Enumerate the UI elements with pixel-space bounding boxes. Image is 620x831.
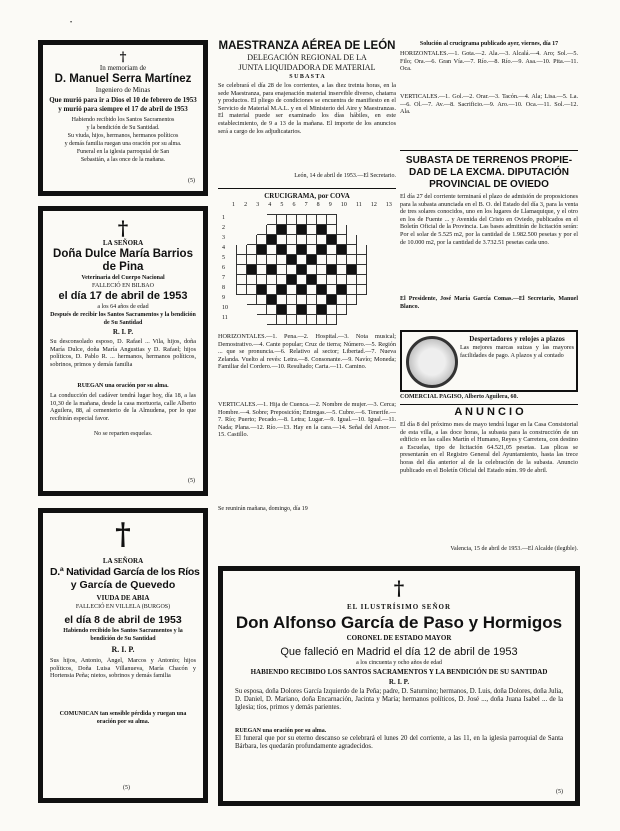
crossword-cell [257,215,267,225]
crossword-cell [257,305,267,315]
crossword-black-cell [337,245,347,255]
crossword-grid [236,214,367,325]
crossword-col-number: 2 [244,202,248,208]
crossword-row-number: 6 [222,265,225,271]
crossword-cell [237,255,247,265]
crossword-black-cell [297,245,307,255]
crossword-cell [337,265,347,275]
notice3-family: Sus hijos, Antonio, Ángel, Marcos y Antonio; hijos políticos, Doña Luisa Villanueva, María Chacón y Hortensia Peña; nietos, sobrinos y demás familia [50,657,196,680]
anuncio-title: A N U N C I O [454,406,524,418]
crossword-black-cell [317,305,327,315]
crossword-cell [277,215,287,225]
crossword-row-number: 7 [222,275,225,281]
notice4-sacraments: HABIENDO RECIBIDO LOS SANTOS SACRAMENTOS Y LA BENDICIÓN DE SU SANTIDAD [250,668,548,676]
cross-icon: † [393,576,405,600]
watch-ad [400,330,578,392]
solucion-title: Solución al crucigrama publicado ayer, viernes, día 17 [419,41,559,47]
crossword-cell [327,215,337,225]
crossword-cell [247,285,257,295]
notice2-heading: LA SEÑORA [102,239,144,247]
crossword-col-number: 9 [328,202,332,208]
crossword-cell [267,225,277,235]
crossword-cell [287,225,297,235]
cross-icon: † [117,216,129,240]
crossword-cell [247,275,257,285]
crossword-cell [357,255,367,265]
crossword-cell [347,225,357,235]
crossword-black-cell [297,225,307,235]
crossword-cell [337,315,347,325]
notice4-funeral: El funeral que por su eterno descanso se celebrará el lunes 20 del corriente, a las 11, en la iglesia parroquial de Santa Bárbara, les quedarán profundamente agradecidos. [235,735,563,750]
crossword-cell [347,215,357,225]
crossword-cell [297,315,307,325]
crossword-row [237,305,367,315]
notice1-body-line: Su viuda, hijos, hermanos, hermanos políticos [67,133,179,139]
crossword-cell [257,265,267,275]
crossword-cell [347,245,357,255]
notice4-date: Que falleció en Madrid el día 12 de abril de 1953 [280,646,518,658]
crossword-col-number: 12 [370,202,377,208]
crossword-row-number: 11 [222,315,228,321]
notice4-rip: R. I. P. [388,678,410,686]
notice2-subtitle: Veterinaria del Cuerpo Nacional [81,275,165,281]
solucion-verticales: VERTICALES.—1. Gol.—2. Orar.—3. Tacón.—4. Ala; Lisa.—5. La.—6. Ol.—7. Av.—8. Sacrificio.—9. Aro.—10. Oca.—11. Sol.—12. Ala. [400,93,578,116]
crossword-col-number: 7 [304,202,308,208]
crossword-cell [297,235,307,245]
crossword-cell [287,305,297,315]
crossword-black-cell [277,305,287,315]
crossword-cell [347,305,357,315]
notice2-sacraments: Después de recibir los Santos Sacramentos y la bendición de Su Santidad [50,312,196,326]
crossword-cell [347,285,357,295]
crossword-cell [277,235,287,245]
crossword-row-number: 2 [222,225,225,231]
maestranza-title: MAESTRANZA AÉREA DE LEÓN [218,40,396,52]
crossword-cell [307,235,317,245]
crossword-cell [287,215,297,225]
subasta-body: El día 27 del corriente terminará el plazo de admisión de proposiciones para la subasta anunciada en el B. O. del Estado del día 3, para la venta de tres solares conocidos, uno en los lugares de Llamaquique, y el otro en los de Fuente ... y Avenida del Cristo en Oviedo, publicados en el Boletín Oficial de la Provincia. Las bases admitirán de licitación serán: Por el solar de 5.525 m2, por la cantidad de 1.982.500 pesetas y por el de 10.000 m2, por la cantidad de 3.732.51 pesetas cada uno. [400,193,578,246]
watch-ad-title: Despertadores y relojes a plazos [469,335,565,343]
crossword-black-cell [277,245,287,255]
maestranza-notice [218,40,396,180]
crossword-footer: Se reunirán mañana, domingo, día 19 [218,506,308,512]
crossword-cell [307,245,317,255]
crossword-cell [337,275,347,285]
maestranza-sub-1: DELEGACIÓN REGIONAL DE LA [247,53,367,62]
notice2-age: a los 64 años de edad [97,304,149,310]
crossword-cell [297,215,307,225]
crossword-cell [267,315,277,325]
crossword-cell [277,315,287,325]
subasta-title-1: SUBASTA DE TERRENOS PROPIE- [405,155,573,166]
crossword-cell [267,305,277,315]
notice2-ref: (5) [188,478,195,484]
notice2-name-1: Doña Dulce María Barrios [53,248,193,260]
obituary-notice-barrios [38,206,208,496]
crossword-row-number: 8 [222,285,225,291]
maestranza-body: Se celebrará el día 28 de los corrientes, a las diez treinta horas, en la sede Maestranza, para enajenación material inservible diverso, chatarra y productos. El pliego de condiciones se encuentra de manifiesto en el Servicio de Material M.A.L. y en el Ministerio del Aire y Maestranzas. El material puede ser examinado los días hábiles, en este establecimiento, de 9 a 13 de la mañana. El importe de los anuncios será a cargo de los adjudicatarios. [218,82,396,135]
crossword-cell [337,295,347,305]
notice2-name-2: de Pina [102,261,144,273]
crossword-cell [327,225,337,235]
notice1-title: Ingeniero de Minas [95,86,151,94]
crossword-cell [237,245,247,255]
crossword-row-number: 3 [222,235,225,241]
crossword-row-number: 1 [222,215,225,221]
notice2-rip: R. I. P. [112,328,134,336]
crossword-row [237,275,367,285]
crossword-row-number: 9 [222,295,225,301]
watch-ad-body: Las mejores marcas suizas y las mayores facilidades de pago. A plazos y al contado [460,344,574,359]
crossword-black-cell [277,225,287,235]
crossword-cell [257,235,267,245]
anuncio-notice [400,406,578,553]
crossword-col-number: 6 [292,202,296,208]
crossword-cell [247,225,257,235]
notice2-date: el día 17 de abril de 1953 [58,290,188,302]
notice4-ref: (5) [556,789,563,795]
divider [400,150,578,151]
crossword-cell [297,275,307,285]
crossword-cell [307,225,317,235]
anuncio-signoff: Valencia, 15 de abril de 1953.—El Alcalde (ilegible). [450,546,578,552]
crossword-row [237,255,367,265]
crossword-cell [357,265,367,275]
crossword [218,192,396,513]
subasta-title-2: DAD DE LA EXCMA. DIPUTACIÓN [409,167,569,178]
crossword-black-cell [317,285,327,295]
notice3-name-2: y García de Quevedo [70,579,176,591]
crossword-cell [357,245,367,255]
crossword-cell [287,265,297,275]
crossword-cell [357,225,367,235]
notice2-closing: No se reparten esquelas. [93,431,153,437]
crossword-cell [247,235,257,245]
crossword-cell [237,235,247,245]
crossword-cell [237,225,247,235]
crossword-cell [237,215,247,225]
crossword-cell [277,295,287,305]
crossword-cell [357,235,367,245]
crossword-row [237,265,367,275]
crossword-cell [277,265,287,275]
crossword-col-number: 3 [256,202,260,208]
subasta-signoff: El Presidente, José María García Comas.—El Secretario, Manuel Blanco. [400,296,578,310]
crossword-column-numbers [232,201,392,209]
crossword-cell [357,305,367,315]
crossword-cell [287,295,297,305]
notice1-body-line: Funeral en la iglesia parroquial de San [76,149,170,155]
crossword-cell [247,245,257,255]
crossword-row [237,285,367,295]
notice3-place: FALLECIÓ EN VILLELA (BURGOS) [75,604,171,610]
crossword-black-cell [347,265,357,275]
crossword-cell [337,225,347,235]
crossword-cell [267,245,277,255]
crossword-cell [267,275,277,285]
crossword-row [237,225,367,235]
maestranza-signoff: León, 14 de abril de 1953.—El Secretario. [294,173,396,179]
cross-icon: † [115,517,131,552]
crossword-cell [287,315,297,325]
crossword-cell [327,255,337,265]
crossword-cell [327,245,337,255]
obituary-notice-garcia-rios [38,508,208,803]
notice4-heading: EL ILUSTRÍSIMO SEÑOR [346,603,452,611]
crossword-cell [247,255,257,265]
anuncio-body: El día 8 del próximo mes de mayo tendrá lugar en la Casa Consistorial de esta villa, a las doce horas, la subasta para la construcción de un edificio en las calles Martín el Humano, Reyes y Carretera, con destino a Escuelas, tipo de licitación 64.521,05 pesetas. Las plicas se presentarán en el Registro General del Ayuntamiento, hasta las trece horas del día anterior al de la celebración de la subasta. Anuncio publicado en el Boletín Oficial del Estado núm. 99 de abril. [400,421,578,474]
notice3-rip: R. I. P. [111,645,135,654]
crossword-cell [277,255,287,265]
crossword-black-cell [247,265,257,275]
notice1-ref: (5) [188,178,195,184]
notice3-date: el día 8 de abril de 1953 [64,614,182,626]
crossword-black-cell [297,305,307,315]
notice3-sacraments: Habiendo recibido los Santos Sacramentos y la bendición de Su Santidad [63,628,183,642]
obituary-notice-garcia-paso [218,566,580,806]
crossword-cell [237,315,247,325]
crossword-cell [317,265,327,275]
crossword-cell [287,235,297,245]
solucion-crucigrama [400,40,578,141]
crossword-verticales: VERTICALES.—1. Hija de Cuenca.—2. Nombre de mujer.—3. Cerca; Hombre.—4. Sobre; Preposición; Entregas.—5. Cubre.—6. Tenerife.—7. Río; Puerto; Pecado.—8. Letra; Lugar.—9. Igual.—10. Igual.—11. Nada; Plana.—12. Río.—13. Hay en la cara.—14. Señal del Amor.—15. Castillo. [218,401,396,439]
crossword-cell [267,215,277,225]
crossword-black-cell [267,265,277,275]
maestranza-sub-2: JUNTA LIQUIDADORA DE MATERIAL [238,63,376,72]
notice3-heading: LA SEÑORA [102,557,144,565]
notice1-body-line: y la bendición de Su Santidad. [86,125,160,131]
crossword-cell [287,245,297,255]
crossword-cell [257,275,267,285]
notice1-body-line: y demás familia ruegan una oración por su alma. [64,141,182,147]
crossword-cell [297,255,307,265]
notice1-body-line: Sebastián, a las once de la mañana. [80,157,166,163]
crossword-black-cell [307,275,317,285]
notice2-place: FALLECIÓ EN BILBAO [92,283,154,289]
crossword-black-cell [327,235,337,245]
crossword-row [237,295,367,305]
crossword-row [237,235,367,245]
crossword-row-numbers [222,213,228,323]
crossword-black-cell [257,245,267,255]
crossword-cell [327,305,337,315]
subasta-title-3: PROVINCIAL DE OVIEDO [429,179,549,190]
notice1-name: D. Manuel Serra Martínez [54,73,192,85]
notice1-died: Que murió para ir a Dios el 10 de febrero de 1953 y murió para siempre el 17 de abril de 1953 [49,96,197,113]
crossword-black-cell [287,275,297,285]
crossword-col-number: 4 [268,202,272,208]
crossword-row-number: 5 [222,255,225,261]
crossword-cell [317,295,327,305]
crossword-row-number: 4 [222,245,225,251]
notice3-ruegan: COMUNICAN tan sensible pérdida y ruegan una oración por su alma. [59,711,187,725]
notice3-viuda: VIUDA DE ABIA [96,594,150,602]
crossword-cell [237,295,247,305]
crossword-cell [237,285,247,295]
notice1-body-line: Habiendo recibido los Santos Sacramentos [71,117,175,123]
solucion-horizontales: HORIZONTALES.—1. Gota.—2. Ala.—3. Alcalá.—4. Aro; Sol.—5. Filo; Ora.—6. Gran Vía.—7. Río.—8. Río.—9. Asa.—10. Pita.—11. Oca. [400,50,578,73]
crossword-col-number: 10 [340,202,347,208]
crossword-cell [247,315,257,325]
crossword-black-cell [317,245,327,255]
crossword-cell [327,315,337,325]
notice4-name: Don Alfonso García de Paso y Hormigos [235,613,563,632]
crossword-col-number: 8 [316,202,320,208]
crossword-cell [357,315,367,325]
notice4-family: Su esposa, doña Dolores García Izquierdo de la Peña; padre, D. Saturnino; hermanos, D. Luis, doña Dolores, doña Julia, D. Daniel, D. Mariano, doña Encarnación, Jacinta y María; hermanos políticos, D. José ..., doña Juana Isabel ... de la Iglesia; tíos, primos y demás parientes. [235,688,563,711]
crossword-cell [337,255,347,265]
crossword-cell [277,275,287,285]
crossword-black-cell [277,285,287,295]
crossword-cell [297,295,307,305]
crossword-black-cell [257,285,267,295]
divider [218,188,396,189]
divider [400,404,578,405]
crossword-cell [317,315,327,325]
crossword-cell [257,225,267,235]
crossword-cell [347,255,357,265]
crossword-horizontales: HORIZONTALES.—1. Pena.—2. Hospital.—3. Nota musical; Demostrativo.—4. Cante popular; Cruz de tierra; Número.—5. Región ... que se pronuncia.—6. Relativo al sector; Libertad.—7. Nueva Zelanda. Vuelto al revés: Letra.—8. Consonante.—9. Navío; Moneda; Familiar del Cordero.—10. Resultado; Carta.—11. Camino. [218,333,396,371]
crossword-row [237,315,367,325]
crossword-black-cell [267,295,277,305]
crossword-black-cell [327,265,337,275]
crossword-title: CRUCIGRAMA, por COVA [264,192,350,200]
crossword-cell [307,215,317,225]
notice4-ruegan: RUEGAN una oración por su alma. [235,728,327,734]
page-mark: • [70,20,73,26]
crossword-cell [307,295,317,305]
subasta-terrenos [400,155,578,311]
crossword-cell [337,305,347,315]
crossword-row-number: 10 [222,305,228,311]
crossword-col-number: 1 [232,202,235,208]
crossword-cell [257,315,267,325]
crossword-cell [257,255,267,265]
maestranza-subasta: S U B A S T A [289,74,325,80]
crossword-cell [287,285,297,295]
obituary-notice-serra [38,40,208,196]
crossword-cell [307,315,317,325]
crossword-black-cell [297,265,307,275]
notice3-ref: (5) [123,785,130,791]
crossword-cell [347,295,357,305]
crossword-cell [317,255,327,265]
crossword-col-number: 11 [355,202,362,208]
crossword-cell [257,295,267,305]
crossword-cell [347,315,357,325]
crossword-cell [247,215,257,225]
crossword-cell [337,215,347,225]
crossword-col-number: 5 [280,202,284,208]
notice1-intro: In memoriam de [99,64,147,72]
crossword-cell [337,235,347,245]
crossword-black-cell [337,285,347,295]
crossword-col-number: 13 [385,202,392,208]
crossword-black-cell [327,295,337,305]
crossword-black-cell [317,225,327,235]
crossword-cell [307,305,317,315]
notice2-conduccion: La conducción del cadáver tendrá lugar hoy, día 18, a las 10,30 de la mañana, desde la casa mortuoria, calle Alberto Aguilera, 88, al cementerio de la Almudena, por lo que recibirán especial favor. [50,392,196,422]
crossword-black-cell [297,285,307,295]
crossword-cell [357,275,367,285]
crossword-cell [327,275,337,285]
crossword-cell [267,255,277,265]
notice2-family: Su desconsolado esposo, D. Rafael ... Vila, hijos, doña María Dulce, doña María Angustias y D. Rafael; hijos políticos, D. Pablo R. ... hermanos, hermanos políticos, sobrinos, primos y demás familia [50,338,196,368]
crossword-cell [237,265,247,275]
crossword-cell [237,305,247,315]
crossword-cell [317,275,327,285]
notice2-ruegan: RUEGAN una oración por su alma. [77,383,169,389]
crossword-cell [347,275,357,285]
crossword-cell [247,295,257,305]
crossword-cell [317,215,327,225]
cross-icon: † [119,50,127,65]
watch-icon [406,336,458,388]
crossword-black-cell [307,255,317,265]
crossword-cell [347,235,357,245]
crossword-cell [317,235,327,245]
crossword-cell [357,295,367,305]
crossword-row [237,245,367,255]
notice4-rank: CORONEL DE ESTADO MAYOR [346,634,452,642]
notice4-age: a los cincuenta y ocho años de edad [356,660,442,666]
crossword-cell [247,305,257,315]
crossword-cell [357,215,367,225]
watch-ad-shop: COMERCIAL PAGISO, Alberto Aguilera, 60. [400,394,519,400]
crossword-black-cell [287,255,297,265]
crossword-cell [357,285,367,295]
crossword-cell [327,285,337,295]
crossword-black-cell [267,235,277,245]
crossword-cell [267,285,277,295]
crossword-cell [307,265,317,275]
crossword-row [237,215,367,225]
crossword-cell [237,275,247,285]
crossword-cell [307,285,317,295]
notice3-name-1: D.ª Natividad García de los Ríos [50,566,200,578]
